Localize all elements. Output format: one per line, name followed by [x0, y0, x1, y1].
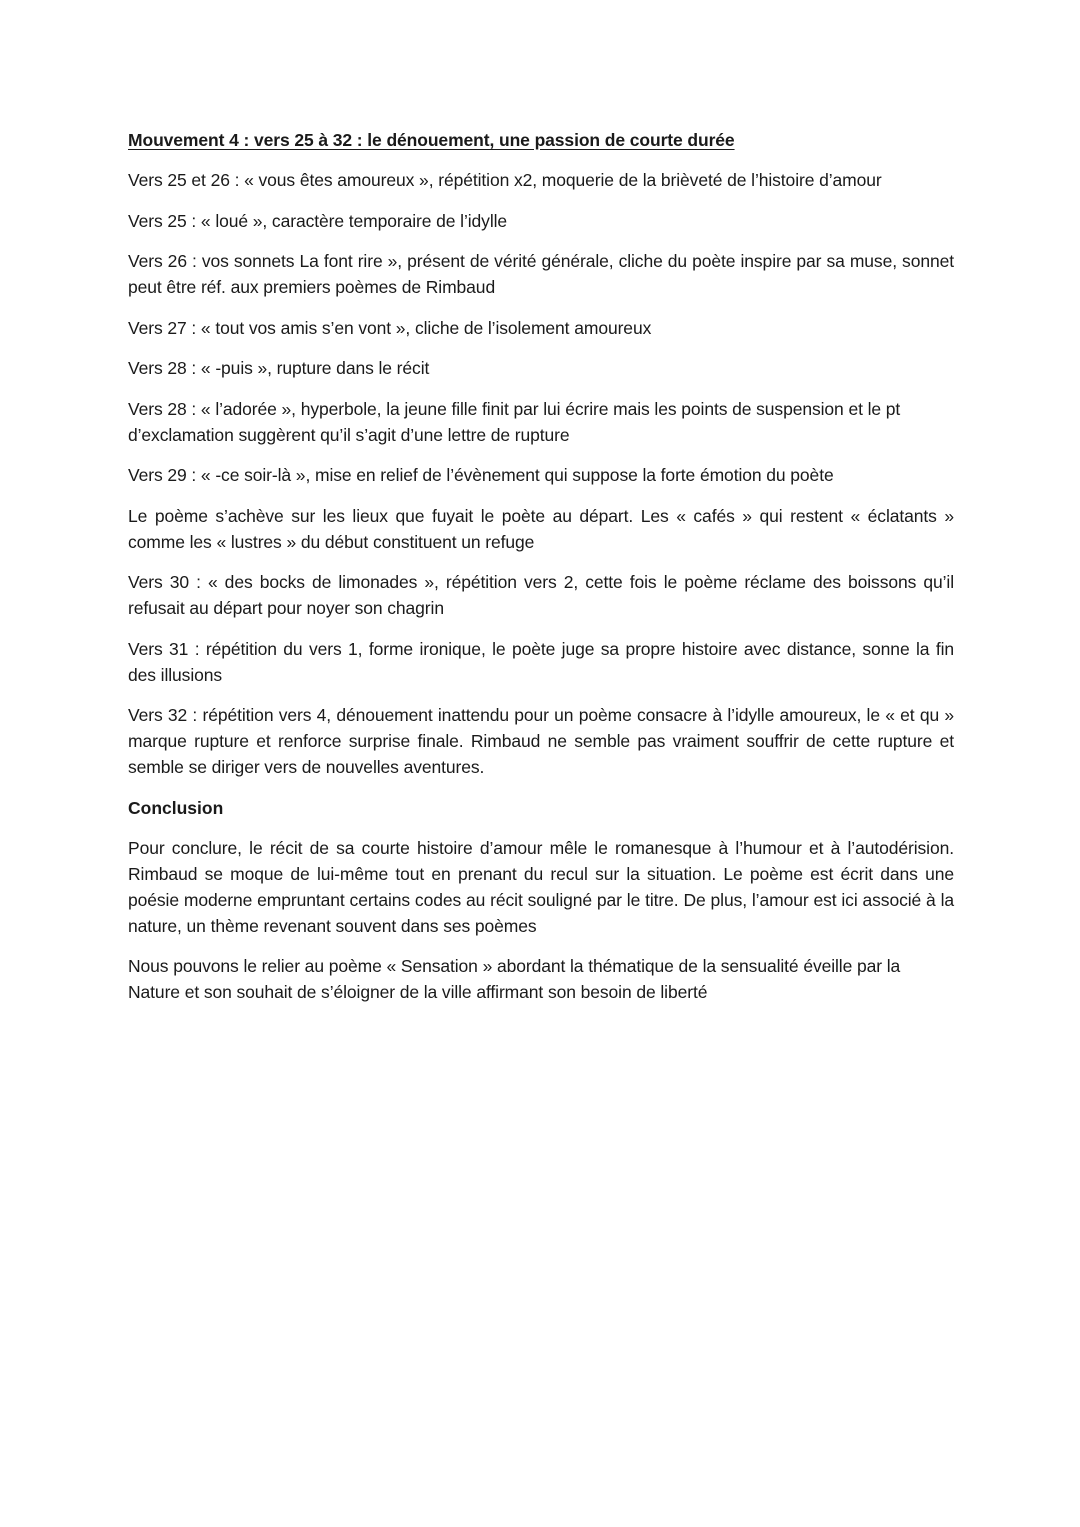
paragraph-vers-31: Vers 31 : répétition du vers 1, forme ironique, le poète juge sa propre histoire avec distance, sonne la fin des illusions — [128, 638, 954, 685]
paragraph-vers-25: Vers 25 : « loué », caractère temporaire de l’idylle — [128, 210, 508, 231]
document-page — [128, 127, 954, 1020]
paragraph-vers-29: Vers 29 : « -ce soir-là », mise en relief de l’évènement qui suppose la forte émotion du poète — [128, 465, 834, 485]
paragraph-lieux: Le poème s’achève sur les lieux que fuyait le poète au départ. Les « cafés » qui restent « éclatants » comme les « lustres » du début constituent un refuge — [128, 505, 954, 552]
paragraph-vers-28-adoree: Vers 28 : « l’adorée », hyperbole, la jeune fille finit par lui écrire mais les points de suspension et le pt d’exclamation suggèrent qu’il s’agit d’une lettre de rupture — [128, 398, 901, 445]
conclusion-paragraph: Pour conclure, le récit de sa courte histoire d’amour mêle le romanesque à l’humour et à l’autodérision. Rimbaud se moque de lui-même tout en prenant du recul sur la situation. Le poème est écrit dans une poésie moderne empruntant certains codes au récit souligné par le titre. De plus, l’amour est ici associé à la nature, un thème revenant souvent dans ses poèmes — [128, 837, 954, 936]
paragraph-vers-30: Vers 30 : « des bocks de limonades », répétition vers 2, cette fois le poème réclame des boissons qu’il refusait au départ pour noyer son chagrin — [128, 572, 954, 618]
paragraph-vers-32: Vers 32 : répétition vers 4, dénouement inattendu pour un poème consacre à l’idylle amoureux, le « et qu » marque rupture et renforce surprise finale. Rimbaud ne semble pas vraiment souffrir de cette rupture et semble se diriger vers de nouvelles aventures. — [128, 705, 954, 777]
conclusion-ouverture: Nous pouvons le relier au poème « Sensation » abordant la thématique de la sensualité éveille par la Nature et son souhait de s’éloigner de la ville affirmant son besoin de liberté — [128, 956, 901, 1002]
paragraph-vers-26: Vers 26 : vos sonnets La font rire », présent de vérité générale, cliche du poète inspire par sa muse, sonnet peut être réf. aux premiers poèmes de Rimbaud — [128, 251, 954, 297]
paragraph-vers-28-puis: Vers 28 : « -puis », rupture dans le récit — [128, 358, 430, 378]
section-heading: Mouvement 4 : vers 25 à 32 : le dénouement, une passion de courte durée — [128, 130, 735, 150]
conclusion-heading: Conclusion — [128, 797, 224, 818]
paragraph-vers-27: Vers 27 : « tout vos amis s’en vont », cliche de l’isolement amoureux — [128, 317, 652, 338]
paragraph-vers-25-26: Vers 25 et 26 : « vous êtes amoureux », répétition x2, moquerie de la brièveté de l’histoire d’amour — [128, 170, 882, 190]
